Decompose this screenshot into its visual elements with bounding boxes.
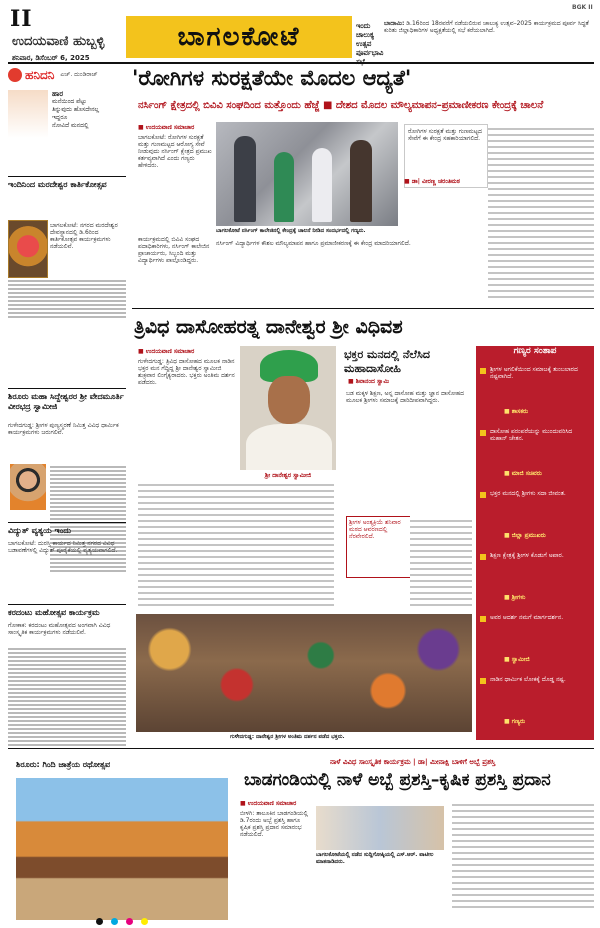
main-body-column: ಬಾಗಲಕೋಟೆ: ರೋಗಿಗಳ ಸುರಕ್ಷತೆ ಮತ್ತು ಗುಣಮಟ್ಟದ ಆರೋಗ್ಯ ಸೇವೆ ನೀಡುವುದು ನರ್ಸಿಂಗ್ ಕ್ಷೇತ್ರದ ಪ್ರಮುಖ ಕರ್ತವ್ಯವಾಗಿದೆ ಎಂದು ಗಣ್ಯರು ಹೇಳಿದರು.: [138, 134, 212, 169]
paper-name: ಉದಯವಾಣಿ ಹುಬ್ಬಳ್ಳಿ: [12, 34, 105, 49]
second-body: ಗುಳೇದಗುಡ್ಡ: ತ್ರಿವಿಧ ದಾಸೋಹದ ಮೂಲಕ ನಾಡಿನ ಭಕ್ತರ ಮನ ಗೆದ್ದಿದ್ದ ಶ್ರೀ ದಾನೇಶ್ವರ ಸ್ವಾಮೀಜಿ ಶುಕ್ರವಾರ ಲಿಂಗೈಕ್ಯರಾದರು. ಭಕ್ತರು ಅಂತಿಮ ದರ್ಶನ ಪಡೆದರು.: [138, 358, 235, 386]
bottom-body: ಬೀಳಗಿ: ತಾಲೂಕಿನ ಬಾಡಗಂಡಿಯಲ್ಲಿ ಡಿ.7ರಂದು ಅಬ್ಬೆ ಪ್ರಶಸ್ತಿ ಹಾಗೂ ಕೃಷಿಕ ಪ್ರಶಸ್ತಿ ಪ್ರದಾನ ಸಮಾರಂಭ ನಡೆಯಲಿದೆ.: [240, 810, 308, 838]
nursing-event-photo: [216, 122, 398, 226]
text-lines: [8, 648, 126, 748]
poem: [52, 90, 126, 130]
condolence-text: ಅವರ ಆದರ್ಶ ನಮಗೆ ಮಾರ್ಗದರ್ಶನ.: [490, 614, 564, 621]
mid-byline: ■ ಶಿವಾನಂದ ಸ್ವಾಮಿ: [348, 378, 390, 385]
reg-dot: [111, 918, 118, 925]
person-figure: [274, 152, 294, 222]
condolence-name: ■ ಸ್ವಾಮೀಜಿ: [504, 656, 530, 663]
divider: [8, 748, 594, 749]
quote-icon: [480, 430, 486, 436]
condolence-name: ■ ಶಾಸಕರು: [504, 408, 529, 415]
condolence-text: ಭಕ್ತರ ಮನದಲ್ಲಿ ಶ್ರೀಗಳು ಸದಾ ಜೀವಂತ.: [490, 490, 566, 497]
edition-name: ಬಾಗಲಕೋಟೆ: [177, 21, 301, 52]
photo-caption: ಬಾಗಲಕೋಟೆ ನರ್ಸಿಂಗ್ ಕಾಲೇಜಿನಲ್ಲಿ ಕೇಂದ್ರಕ್ಕೆ ಚಾಲನೆ ನೀಡಿದ ಸಂದರ್ಭದಲ್ಲಿ ಗಣ್ಯರು.: [216, 228, 366, 234]
honey-author: ಎಚ್. ದುಂಡಿರಾಜ್: [60, 71, 98, 78]
person-figure: [350, 140, 372, 222]
main-byline: ■ ಉದಯವಾಣಿ ಸಮಾಚಾರ: [138, 124, 195, 131]
press-meet-photo: [316, 806, 444, 850]
condolence-name: ■ ಶ್ರೀಗಳು: [504, 594, 526, 601]
pullquote: ರೋಗಿಗಳ ಸುರಕ್ಷತೆ ಮತ್ತು ಗುಣಮಟ್ಟದ ಸೇವೆಗೆ ಈ ಕೇಂದ್ರ ಸಹಕಾರಿಯಾಗಲಿದೆ.: [404, 124, 488, 188]
story-body: ಬಾಗಲಕೋಟೆ: ನಗರದ ಮರದೇಶ್ವರ ದೇವಸ್ಥಾನದಲ್ಲಿ ಡಿ.6ರಿಂದ ಕಾರ್ತಿಕೋತ್ಸವ ಕಾರ್ಯಕ್ರಮಗಳು ನಡೆಯಲಿವೆ.: [50, 222, 118, 250]
divider: [8, 176, 126, 177]
main-headline: 'ರೋಗಿಗಳ ಸುರಕ್ಷತೆಯೇ ಮೊದಲ ಆದ್ಯತೆ': [132, 66, 412, 90]
main-body-column-lines: [488, 124, 594, 300]
second-byline: ■ ಉದಯವಾಣಿ ಸಮಾಚಾರ: [138, 348, 195, 355]
text-lines: [8, 280, 126, 322]
divider: [8, 522, 126, 523]
main-subhead: ನರ್ಸಿಂಗ್ ಕ್ಷೇತ್ರದಲ್ಲಿ ಬಿವಿವಿ ಸಂಘದಿಂದ ಮತ್ತೊಂದು ಹೆಜ್ಜೆ ■ ದೇಶದ ಮೊದಲ ಮೌಲ್ಯಮಾಪನ–ಪ್ರಮಾಣೀಕರಣ ಕೇಂದ್ರಕ್ಕೆ ಚಾಲನೆ: [138, 100, 544, 111]
mid-headline: ಭಕ್ತರ ಮನದಲ್ಲಿ ನೆಲೆಸಿದ ಮಹಾದಾಸೋಹಿ: [344, 348, 430, 375]
poem-title: ಹಾರ: [52, 90, 64, 98]
pullquote-author: ■ ಡಾ| ವೀರಣ್ಣ ಚರಂತಿಮಠ: [404, 178, 460, 185]
divider: [8, 388, 126, 389]
poem-line: ನೋವಿದೆ ಮನದಲ್ಲಿ: [52, 122, 89, 129]
story-body: ಗುಳೇದಗುಡ್ಡ: ಶ್ರೀಗಳ ಪುಣ್ಯಸ್ಮರಣೆ ನಿಮಿತ್ತ ವಿವಿಧ ಧಾರ್ಮಿಕ ಕಾರ್ಯಕ್ರಮಗಳು ಜರುಗಲಿವೆ.: [8, 422, 119, 436]
crowd-caption: ಗುಳೇದಗುಡ್ಡ: ದಾನೇಶ್ವರ ಶ್ರೀಗಳ ಅಂತಿಮ ದರ್ಶನ ಪಡೆದ ಭಕ್ತರು.: [230, 734, 345, 740]
divider: [132, 308, 594, 309]
honey-title: ಹನಿದನಿ: [25, 67, 55, 82]
chariot-headline: ಶಿರೂರು: ಗಿಂದಿ ಜಾತ್ರೆಯ ರಥೋತ್ಸವ: [16, 760, 111, 769]
top-brief: [384, 20, 594, 58]
story-headline: ಇಂದಿನಿಂದ ಮರದೇಶ್ವರ ಕಾರ್ತಿಕೋತ್ಸವ: [8, 180, 107, 189]
page-number: II: [10, 6, 33, 32]
poem-line: ಮನೆಯಿಂದ ಪೆಟ್ಟು: [52, 98, 87, 105]
condolence-text: ಶ್ರೀಗಳ ಅಗಲಿಕೆಯಿಂದ ಸಮಾಜಕ್ಕೆ ತುಂಬಲಾರದ ನಷ್ಟವಾಗಿದೆ.: [490, 366, 578, 380]
edition-banner: [126, 16, 352, 58]
page-code: BGK II: [572, 4, 593, 11]
story-headline: ಶಿರೂರು ಮಹಾ ಸಿದ್ದೇಶ್ವರರ ಶ್ರೀ ವೇದಮೂರ್ತಿ ವೀರಭದ್ರ ಸ್ವಾಮೀಜಿ: [8, 392, 124, 411]
swamiji-photo: [10, 464, 46, 510]
portrait-caption: ಶ್ರೀ ದಾನೇಶ್ವರ ಸ್ವಾಮೀಜಿ: [264, 472, 312, 479]
poem-line: ತಿನ್ನುವುದು ಹೊಸದೇನಲ್ಲ: [52, 106, 100, 113]
bottom-body-lines: [452, 800, 594, 908]
swamiji-portrait: [240, 346, 336, 470]
quote-icon: [480, 616, 486, 622]
condolence-text: ದಾಸೋಹ ಪರಂಪರೆಯನ್ನು ಮುಂದುವರಿಸಿದ ಮಹಾನ್ ಚೇತನ.: [490, 428, 573, 442]
drop-icon: [8, 68, 22, 82]
condolence-name: ■ ಮಾಜಿ ಸಚಿವರು: [504, 470, 542, 477]
condolence-text: ನಾಡಿನ ಧಾರ್ಮಿಕ ಲೋಕಕ್ಕೆ ದೊಡ್ಡ ನಷ್ಟ.: [490, 676, 566, 683]
second-headline: ತ್ರಿವಿಧ ದಾಸೋಹರತ್ನ ದಾನೇಶ್ವರ ಶ್ರೀ ವಿಧಿವಶ: [134, 316, 403, 338]
condolence-panel: [476, 346, 594, 740]
chariot-festival-photo: [16, 778, 228, 920]
masthead-rule: [8, 62, 594, 64]
date-line: ಶನಿವಾರ, ಡಿಸೆಂಬರ್ 6, 2025: [12, 54, 90, 62]
mini-note: ಇಂದು ಚಾಲುಕ್ಯ ಉತ್ಸವ ಪೂರ್ವಭಾವಿ: [356, 22, 384, 57]
bottom-kicker: ನಾಳೆ ವಿವಿಧ ಸಾಂಸ್ಕೃತಿಕ ಕಾರ್ಯಕ್ರಮ | ಡಾ| ಮೀನಾಕ್ಷಿ ಬಾಳಿಗೆ ಅಬ್ಬೆ ಪ್ರಶಸ್ತಿ: [330, 758, 496, 766]
story-body: ಗೋಕಾಕ: ಕರದಂಟು ಮಹೋತ್ಸವದ ಅಂಗವಾಗಿ ವಿವಿಧ ಸಾಂಸ್ಕೃತಿಕ ಕಾರ್ಯಕ್ರಮಗಳು ನಡೆಯಲಿವೆ.: [8, 622, 111, 636]
condolence-name: ■ ಜಿಲ್ಲಾ ಪ್ರಮುಖರು: [504, 532, 546, 539]
poem-illustration: [8, 90, 48, 138]
condolence-name: ■ ಗಣ್ಯರು: [504, 718, 526, 725]
garment: [246, 424, 332, 470]
quote-icon: [480, 678, 486, 684]
person-figure: [234, 136, 256, 222]
face: [268, 376, 310, 424]
top-brief-text: ಡಿ.16ರಿಂದ 18ರವರೆಗೆ ನಡೆಯಲಿರುವ ಚಾಲುಕ್ಯ ಉತ್ಸವ–2025 ಕಾರ್ಯಕ್ರಮದ ಪೂರ್ವ ಸಿದ್ಧತೆ ಕುರಿತು ಜಿಲ್ಲಾಧಿಕಾರಿಗಳ ಅಧ್ಯಕ್ಷತೆಯಲ್ಲಿ ಸಭೆ ಕರೆಯಲಾಗಿದೆ.: [384, 20, 589, 34]
reg-dot: [96, 918, 103, 925]
bottom-headline: ಬಾಡಗಂಡಿಯಲ್ಲಿ ನಾಳೆ ಅಬ್ಬೆ ಪ್ರಶಸ್ತಿ–ಕೃಷಿಕ ಪ್ರಶಸ್ತಿ ಪ್ರದಾನ: [244, 770, 551, 790]
reg-dot: [141, 918, 148, 925]
devotees-crowd-photo: [136, 614, 472, 732]
reg-dot: [126, 918, 133, 925]
quote-icon: [480, 554, 486, 560]
story-headline: ವಿದ್ಯುತ್ ವ್ಯತ್ಯಯ ಇಂದು: [8, 526, 71, 535]
quote-icon: [480, 368, 486, 374]
top-brief-lead: ಬಾದಾಮಿ:: [384, 20, 405, 27]
person-figure: [312, 148, 332, 222]
main-body-column: ಕಾರ್ಯಕ್ರಮದಲ್ಲಿ ಬಿವಿವಿ ಸಂಘದ ಪದಾಧಿಕಾರಿಗಳು, ನರ್ಸಿಂಗ್ ಕಾಲೇಜಿನ ಪ್ರಾಚಾರ್ಯರು, ಸಿಬ್ಬಂದಿ ಮತ್ತು ವಿದ್ಯಾರ್ಥಿಗಳು ಪಾಲ್ಗೊಂಡಿದ್ದರು.: [138, 236, 210, 264]
condolence-title: ಗಣ್ಯರ ಸಂತಾಪ: [513, 346, 557, 356]
highlight-box: ಶ್ರೀಗಳ ಅಂತ್ಯಕ್ರಿಯೆ ಶನಿವಾರ ಮಠದ ಆವರಣದಲ್ಲಿ ನೆರವೇರಲಿದೆ.: [346, 516, 412, 578]
registration-marks: [96, 910, 516, 918]
second-body-lines: [138, 480, 334, 610]
poem-line: ಇದ್ದರೂ: [52, 114, 68, 121]
mid-body: ಬಡ ಮಕ್ಕಳ ಶಿಕ್ಷಣ, ಅನ್ನ ದಾಸೋಹ ಮತ್ತು ಜ್ಞಾನ ದಾಸೋಹದ ಮೂಲಕ ಶ್ರೀಗಳು ಸಮಾಜಕ್ಕೆ ದಾರಿದೀಪವಾಗಿದ್ದರು.: [346, 390, 465, 404]
quote-icon: [480, 492, 486, 498]
story-body: ಬಾಗಲಕೋಟೆ: ದುರಸ್ತಿ ಕಾರ್ಯದ ನಿಮಿತ್ತ ನಗರದ ವಿವಿಧ ಬಡಾವಣೆಗಳಲ್ಲಿ ವಿದ್ಯುತ್ ಪೂರೈಕೆಯಲ್ಲಿ ವ್ಯತ್ಯಯವಾಗಲಿದೆ.: [8, 540, 118, 554]
main-body-column: ನರ್ಸಿಂಗ್ ವಿದ್ಯಾರ್ಥಿಗಳ ಕೌಶಲ ಮೌಲ್ಯಮಾಪನ ಹಾಗೂ ಪ್ರಮಾಣೀಕರಣಕ್ಕೆ ಈ ಕೇಂದ್ರ ಮಾದರಿಯಾಗಲಿದೆ.: [216, 240, 411, 247]
bottom-byline: ■ ಉದಯವಾಣಿ ಸಮಾಚಾರ: [240, 800, 297, 807]
story-headline: ಕರದಂಟು ಮಹೋತ್ಸವ ಕಾರ್ಯಕ್ರಮ: [8, 608, 100, 617]
divider: [8, 604, 126, 605]
honey-dani-bar: [8, 66, 126, 84]
bottom-photo-caption: ಬಾಗಲಕೋಟೆಯಲ್ಲಿ ನಡೆದ ಸುದ್ದಿಗೋಷ್ಠಿಯಲ್ಲಿ ಎಸ್.ಆರ್. ಪಾಟೀಲ ಮಾತನಾಡಿದರು.: [316, 852, 434, 865]
condolence-text: ಶಿಕ್ಷಣ ಕ್ಷೇತ್ರಕ್ಕೆ ಶ್ರೀಗಳ ಕೊಡುಗೆ ಅಪಾರ.: [490, 552, 564, 559]
deity-photo: [8, 220, 48, 278]
mid-body-lines: [410, 516, 472, 610]
